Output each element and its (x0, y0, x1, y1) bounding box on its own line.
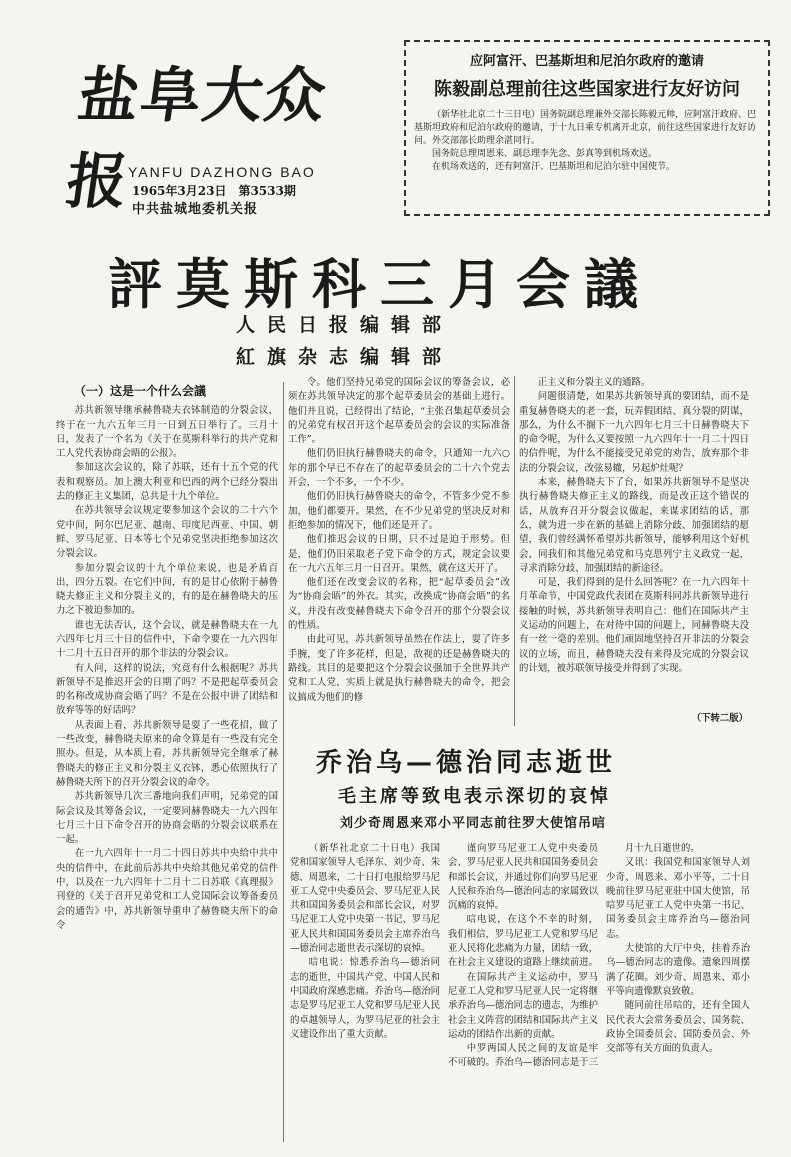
article-paragraph: 唁电说，在这个不幸的时刻，我们相信，罗马尼亚工人党和罗马尼亚人民将化悲痛为力量，团结一致，在社会主义建设的道路上继续前进。 (448, 914, 598, 969)
article-paragraph: 在国际共产主义运动中，罗马尼亚工人党和罗马尼亚人民一定将继承乔治乌—德治同志的遗志，为维护社会主义阵营的团结和国际共产主义运动的团结作出新的贡献。 (448, 971, 598, 1040)
article-paragraph: 他们仍旧执行赫鲁晓夫的命令，只通知一九六○年的那个早已不存在了的起草委员会的二十六个党去开会，一个不多，一个不少。 (288, 448, 510, 489)
article-paragraph: 从表面上看，苏共新领导是耍了一些花招，做了一些改变，赫鲁晓夫原来的命令算是有一些没有完全照办。但是，从本质上看，苏共新领导完全继承了赫鲁晓夫的修正主义和分裂主义衣钵，悉心依照执行了赫鲁晓夫所下的召开分裂会议的命令。 (56, 719, 278, 788)
article-paragraph: 本来，赫鲁晓夫下了台，如果苏共新领导不是坚决执行赫鲁晓夫修正主义的路线，而是改正这个错误的话，从放弃召开分裂会议做起，来谋求团结的话，那么，就为进一步在新的基础上消除分歧、加强团结的愿望，我们曾经满怀希望苏共新领导，能够利用这个好机会，同我们和其他兄弟党和马克思列宁主义政党一起，寻求消除分歧、加强团结的新途径。 (519, 477, 749, 574)
article-paragraph: 谨向罗马尼亚工人党中央委员会、罗马尼亚人民共和国国务委员会和部长会议，并通过你们向罗马尼亚人民和乔治乌—德治同志的家属致以沉痛的哀悼。 (448, 843, 598, 912)
top-news-paragraph: 国务院总理周恩来、副总理李先念、彭真等到机场欢送。 (432, 149, 658, 160)
article-paragraph: 月十九日逝世的。 (624, 843, 700, 854)
article-paragraph: 中罗两国人民之间的友谊是牢不可破的。乔治乌—德治同志是于三 (448, 1043, 598, 1069)
article-paragraph: 参加这次会议的，除了苏联，还有十五个党的代表和观察员。加上澳大利亚和巴西的两个已经分裂出去的修正主义集团，总共是十九个单位。 (56, 462, 278, 503)
obituary-subheadline: 毛主席等致电表示深切的哀悼 (338, 786, 611, 807)
article-paragraph: 随同前往吊唁的，还有全国人民代表大会常务委员会、国务院、政协全国委员会、国防委员会、外交部等有关方面的负责人。 (606, 1000, 750, 1055)
masthead-english-title: YANFU DAZHONG BAO (128, 164, 316, 180)
continued-note: （下转二版） (691, 713, 748, 724)
article-column-2 (288, 376, 510, 726)
article-column-1 (56, 382, 278, 1142)
article-paragraph: 又讯：我国党和国家领导人刘少奇、周恩来、邓小平等，二十日晚前往罗马尼亚驻中国大使馆，吊唁罗马尼亚工人党中央第一书记、国务委员会主席乔治乌—德治同志。 (606, 857, 750, 940)
article-paragraph: 在一九六四年十一月二十四日苏共中央给中共中央的信件中，在此前后苏共中央给其他兄弟党的信件中，以及在一九六四年十二月十二日苏联《真理报》刊登的《关于召开兄弟党和工人党国际会议筹备委员会的通告》中，苏共新领导重申了赫鲁晓夫所下的命令 (56, 848, 278, 931)
section-heading: （一）这是一个什么会議 (74, 384, 207, 398)
article-paragraph: 大使馆的大厅中央，挂着乔治乌—德治同志的遗像。遗象四周摆满了花圈。刘少奇、周恩来、邓小平等向遗像默哀致敬。 (606, 943, 750, 997)
obituary-column-1 (290, 842, 440, 1142)
top-news-paragraph: 在机场欢送的，还有阿富汗、巴基斯坦和尼泊尔驻中国使节。 (432, 162, 676, 173)
article-paragraph: 有人问，这样的说法，究竟有什么根据呢？苏共新领导不是推迟开会的日期了吗？不是把起草委员会的名称改成协商会晤了吗？不是在公报中讲了团结和放弃等等的好话吗？ (56, 662, 278, 717)
masthead-publisher: 中共盐城地委机关报 (132, 202, 259, 217)
top-news-headline: 陈毅副总理前往这些国家进行友好访问 (434, 79, 740, 100)
byline-peoples-daily: 人民日报编辑部 (236, 314, 454, 336)
article-paragraph: 他们推迟会议的日期，只不过是迫于形势。但是，他们仍旧采取老子党下命令的方式，规定会议要在一九六五年三月一日召开。果然，就在这天开了。 (288, 534, 510, 574)
masthead-title: 盐阜大众报 (61, 61, 332, 217)
article-paragraph: 他们仍旧执行赫鲁晓夫的命令，不管多少党不参加，他们都要开。果然，在不少兄弟党的坚决反对和拒绝参加的情况下，他们还是开了。 (288, 491, 510, 531)
article-paragraph: 由此可见，苏共新领导虽然在作法上，耍了许多手腕，变了许多花样，但是，敌视的还是赫鲁晓夫的路线。其目的是要把这个分裂会议强加于全世界共产党和工人党，实质上就是执行赫鲁晓夫的命令，把会议搞成为他们的修 (288, 634, 510, 703)
article-paragraph: 令。他们坚持兄弟党的国际会议的筹备会议，必须在苏共领导决定的那个起草委员会的基础上进行。他们并且说，已经得出了结论，“主张召集起草委员会的兄弟党有权召开这个起草委员会的会议的实际准备工作”。 (288, 377, 510, 446)
article-paragraph: 在苏共领导会议规定要参加这个会议的二十六个党中间，阿尔巴尼亚、越南、印度尼西亚、中国、朝鲜、罗马尼亚、日本等七个兄弟党坚决拒绝参加这次分裂会议。 (56, 505, 278, 560)
article-paragraph: 唁电说：惊悉乔治乌—德治同志的逝世，中国共产党、中国人民和中国政府深感悲痛。乔治乌—德治同志是罗马尼亚工人党和罗马尼亚人民的卓越领导人，为罗马尼亚的社会主义建设作出了重大贡献。 (290, 957, 440, 1040)
article-paragraph: 他们还在改变会议的名称，把“起草委员会”改为“协商会晤”的外衣。其实，改换成“协商会晤”的名义，并没有改变赫鲁晓夫下命令召开的那个分裂会议的性质。 (288, 577, 510, 632)
obituary-column-2 (448, 842, 598, 1142)
article-paragraph: 正主义和分裂主义的通路。 (537, 377, 651, 388)
obituary-column-3 (606, 842, 750, 1142)
column-divider (283, 382, 284, 1142)
obituary-subsubheadline: 刘少奇周恩来邓小平同志前往罗大使馆吊唁 (340, 816, 607, 831)
article-paragraph: 参加分裂会议的十九个单位来说，也是矛盾百出，四分五裂。在它们中间，有的是甘心依附于赫鲁晓夫修正主义和分裂主义的，有的是在赫鲁晓夫的压力之下被迫参加的。 (56, 562, 278, 617)
article-paragraph: （新华社北京二十日电）我国党和国家领导人毛泽东、刘少奇、朱德、周恩来，二十日打电报给罗马尼亚工人党中央委员会、罗马尼亚人民共和国国务委员会和部长会议，对罗马尼亚工人党中央第一书记、罗马尼亚人民共和国国务委员会主席乔治乌—德治同志逝世表示深切的哀悼。 (290, 843, 440, 955)
article-paragraph: 问题很清楚，如果苏共新领导真的要团结，而不是重复赫鲁晓夫的老一套，玩弄假团结、真分裂的阴谋，那么，为什么不搁下一九六四年七月三十日赫鲁晓夫下的命令呢，为什么又要按照一九六四年十一月二十四日的信件呢，为什么不能接受兄弟党的劝告，放弃那个非法的分裂会议，改弦易辙，另起炉灶呢？ (519, 391, 749, 474)
byline-red-flag: 紅旗杂志编辑部 (236, 346, 454, 368)
article-paragraph: 可是，我们得到的是什么回答呢？在一九六四年十月革命节，中国党政代表团在莫斯科同苏共新领导进行接触的时候，苏共新领导表明自己：他们在国际共产主义运动的问题上，在对待中国的问题上，同赫鲁晓夫没有一丝一毫的差别。他们顽固地坚持召开非法的分裂会议的立场，而且，赫鲁晓夫没有来得及完成的分裂会议的计划，被苏联领导接受并得到了实现。 (519, 577, 749, 674)
masthead-date-issue: 1965年3月23日 第3533期 (132, 184, 296, 198)
top-news-paragraph: （新华社北京二十三日电）国务院副总理兼外交部长陈毅元帅，应阿富汗政府、巴基斯坦政府和尼泊尔政府的邀请，于十九日乘专机离开北京，前往这些国家进行友好访问。外交部部长助理余湛同行。 (414, 110, 757, 147)
column-divider (514, 376, 515, 726)
article-paragraph: 苏共新领导几次三番地向我们声明，兄弟党的国际会议及其筹备会议，一定要同赫鲁晓夫一九六四年七月三十日下命令召开的协商会晤的分裂会议联系在一起。 (56, 791, 278, 846)
top-news-box (404, 40, 770, 216)
article-paragraph: 谁也无法否认，这个会议，就是赫鲁晓夫在一九六四年七月三十日的信件中，下命令要在一九六四年十二月十五日召开的那个非法的分裂会议。 (56, 619, 278, 660)
top-news-kicker: 应阿富汗、巴基斯坦和尼泊尔政府的邀请 (469, 54, 704, 69)
main-headline: 評莫斯科三月会議 (108, 252, 652, 316)
obituary-headline: 乔治乌—德治同志逝世 (316, 748, 617, 778)
article-paragraph: 苏共新领导继承赫鲁晓夫衣钵制造的分裂会议，终于在一九六五年三月一日到五日举行了。三月十日，发表了一个名为《关于在莫斯科举行的共产党和工人党代表协商会晤的公报》。 (56, 405, 278, 460)
article-column-3 (519, 376, 749, 712)
